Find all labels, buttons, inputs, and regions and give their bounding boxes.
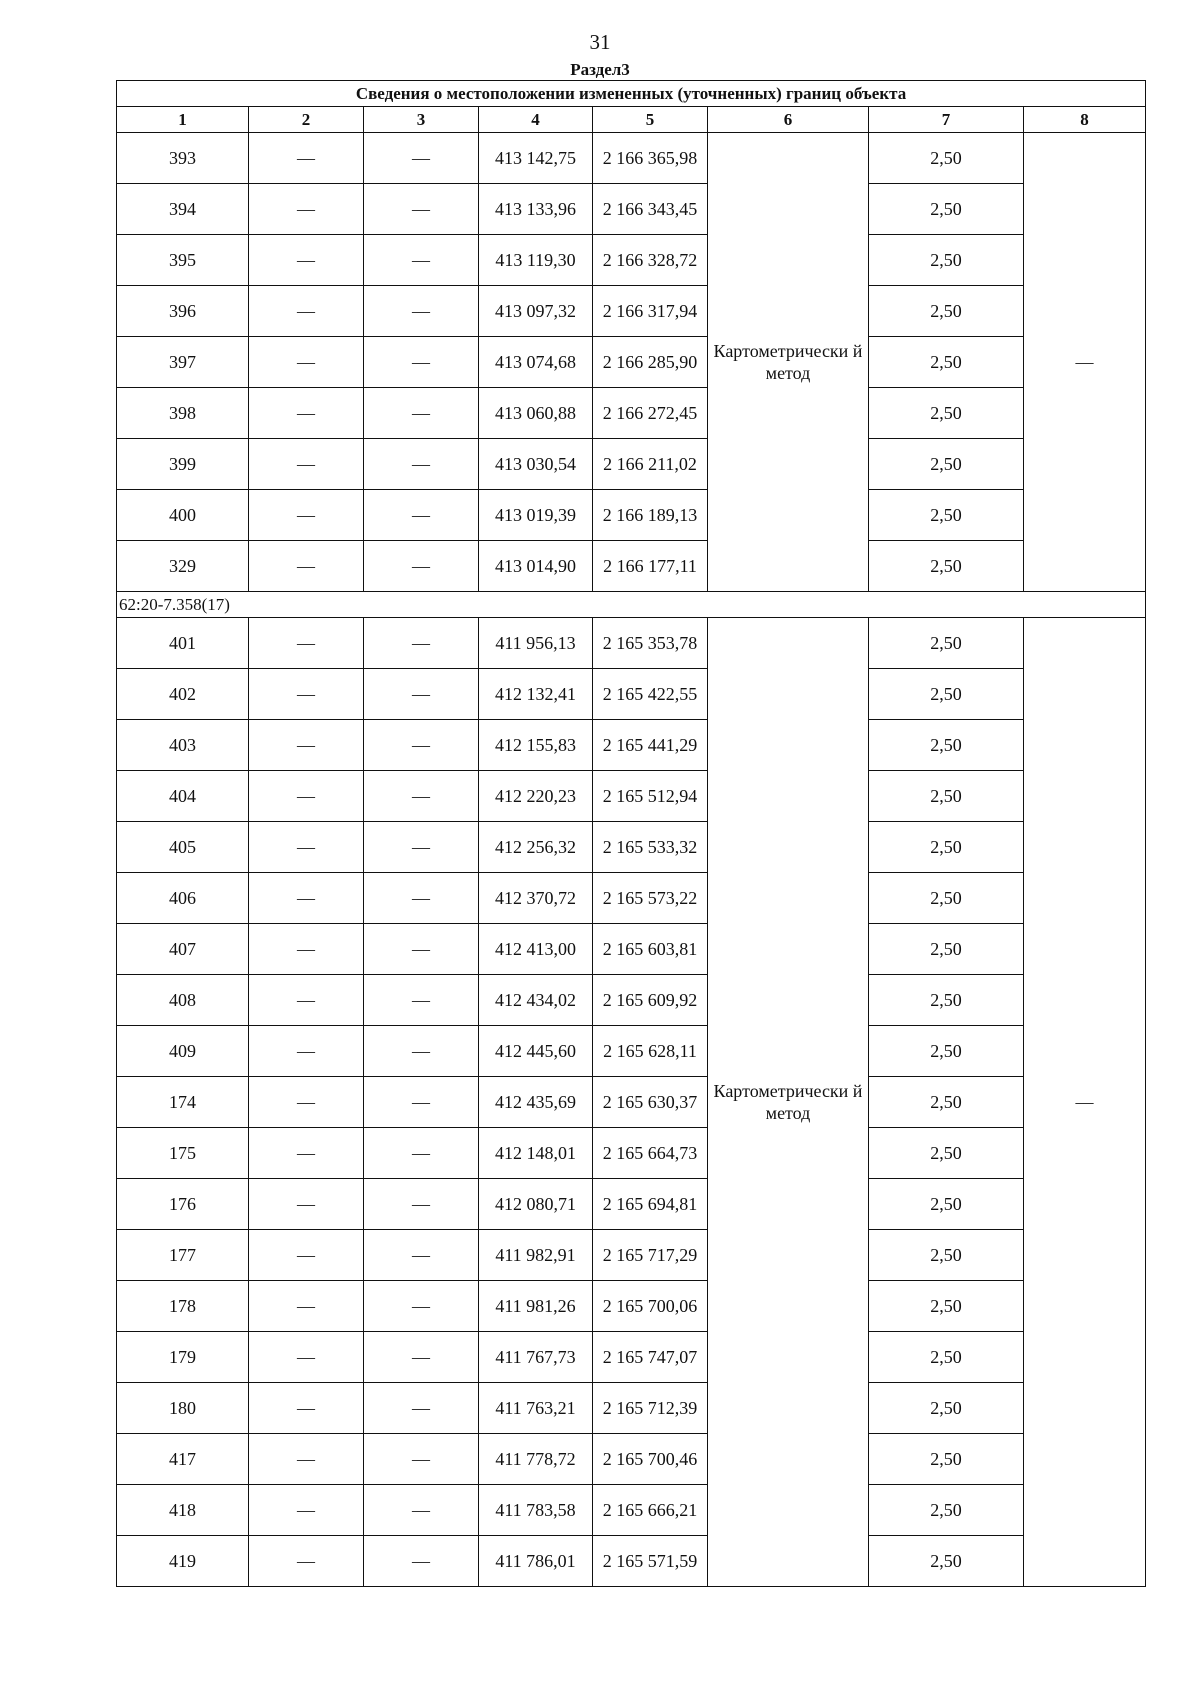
column-header: 5: [593, 107, 708, 133]
y-coordinate-cell: 2 165 694,81: [593, 1179, 708, 1230]
column-2-cell: —: [249, 771, 364, 822]
column-3-cell: —: [364, 822, 479, 873]
page-number: 31: [589, 30, 611, 54]
y-coordinate-cell: 2 165 571,59: [593, 1536, 708, 1587]
column-2-cell: —: [249, 184, 364, 235]
point-number-cell: 180: [117, 1383, 249, 1434]
table-row: [117, 439, 1146, 490]
accuracy-cell: 2,50: [869, 1332, 1024, 1383]
column-header: 6: [708, 107, 869, 133]
x-coordinate-cell: 413 030,54: [479, 439, 593, 490]
x-coordinate-cell: 412 434,02: [479, 975, 593, 1026]
y-coordinate-cell: 2 165 717,29: [593, 1230, 708, 1281]
table-row: [117, 1485, 1146, 1536]
column-3-cell: —: [364, 720, 479, 771]
column-header-row: [117, 107, 1146, 133]
x-coordinate-cell: 411 778,72: [479, 1434, 593, 1485]
column-2-cell: —: [249, 1128, 364, 1179]
y-coordinate-cell: 2 165 609,92: [593, 975, 708, 1026]
column-3-cell: —: [364, 235, 479, 286]
column-3-cell: —: [364, 1383, 479, 1434]
column-2-cell: —: [249, 1230, 364, 1281]
point-number-cell: 394: [117, 184, 249, 235]
accuracy-cell: 2,50: [869, 337, 1024, 388]
accuracy-cell: 2,50: [869, 975, 1024, 1026]
accuracy-cell: 2,50: [869, 1230, 1024, 1281]
accuracy-cell: 2,50: [869, 541, 1024, 592]
accuracy-cell: 2,50: [869, 235, 1024, 286]
column-3-cell: —: [364, 1026, 479, 1077]
point-number-cell: 177: [117, 1230, 249, 1281]
column-2-cell: —: [249, 873, 364, 924]
x-coordinate-cell: 413 074,68: [479, 337, 593, 388]
x-coordinate-cell: 412 155,83: [479, 720, 593, 771]
table-row: [117, 490, 1146, 541]
column-2-cell: —: [249, 388, 364, 439]
column-8-cell: —: [1024, 618, 1146, 1587]
table-row: [117, 337, 1146, 388]
y-coordinate-cell: 2 166 317,94: [593, 286, 708, 337]
point-number-cell: 398: [117, 388, 249, 439]
point-number-cell: 407: [117, 924, 249, 975]
y-coordinate-cell: 2 165 700,46: [593, 1434, 708, 1485]
point-number-cell: 179: [117, 1332, 249, 1383]
x-coordinate-cell: 412 148,01: [479, 1128, 593, 1179]
accuracy-cell: 2,50: [869, 1077, 1024, 1128]
table-body: [117, 133, 1146, 1587]
table-row: [117, 771, 1146, 822]
point-number-cell: 399: [117, 439, 249, 490]
table-row: [117, 1536, 1146, 1587]
table-row: [117, 873, 1146, 924]
x-coordinate-cell: 413 014,90: [479, 541, 593, 592]
column-2-cell: —: [249, 235, 364, 286]
column-header: 4: [479, 107, 593, 133]
column-3-cell: —: [364, 771, 479, 822]
column-3-cell: —: [364, 1332, 479, 1383]
point-number-cell: 393: [117, 133, 249, 184]
column-3-cell: —: [364, 541, 479, 592]
x-coordinate-cell: 413 019,39: [479, 490, 593, 541]
accuracy-cell: 2,50: [869, 618, 1024, 669]
point-number-cell: 404: [117, 771, 249, 822]
x-coordinate-cell: 411 786,01: [479, 1536, 593, 1587]
column-3-cell: —: [364, 439, 479, 490]
x-coordinate-cell: 412 370,72: [479, 873, 593, 924]
column-3-cell: —: [364, 1485, 479, 1536]
column-2-cell: —: [249, 924, 364, 975]
column-3-cell: —: [364, 286, 479, 337]
x-coordinate-cell: 413 119,30: [479, 235, 593, 286]
accuracy-cell: 2,50: [869, 1281, 1024, 1332]
y-coordinate-cell: 2 165 666,21: [593, 1485, 708, 1536]
x-coordinate-cell: 413 097,32: [479, 286, 593, 337]
x-coordinate-cell: 411 767,73: [479, 1332, 593, 1383]
accuracy-cell: 2,50: [869, 1434, 1024, 1485]
accuracy-cell: 2,50: [869, 286, 1024, 337]
y-coordinate-cell: 2 165 712,39: [593, 1383, 708, 1434]
table-row: [117, 184, 1146, 235]
table-row: [117, 822, 1146, 873]
cadastral-number-label: 62:20-7.358(17): [117, 592, 1146, 618]
column-3-cell: —: [364, 337, 479, 388]
column-3-cell: —: [364, 133, 479, 184]
x-coordinate-cell: 413 133,96: [479, 184, 593, 235]
accuracy-cell: 2,50: [869, 184, 1024, 235]
column-2-cell: —: [249, 490, 364, 541]
table-caption: Сведения о местоположении измененных (уточненных) границ объекта: [117, 81, 1146, 107]
column-header: 7: [869, 107, 1024, 133]
x-coordinate-cell: 411 956,13: [479, 618, 593, 669]
column-2-cell: —: [249, 1536, 364, 1587]
table-row: [117, 286, 1146, 337]
accuracy-cell: 2,50: [869, 1026, 1024, 1077]
column-2-cell: —: [249, 1179, 364, 1230]
column-header: 2: [249, 107, 364, 133]
point-number-cell: 329: [117, 541, 249, 592]
column-3-cell: —: [364, 1179, 479, 1230]
x-coordinate-cell: 412 256,32: [479, 822, 593, 873]
column-2-cell: —: [249, 1281, 364, 1332]
group-label-row: [117, 592, 1146, 618]
method-cell: Картометрически й метод: [708, 618, 869, 1587]
column-2-cell: —: [249, 286, 364, 337]
accuracy-cell: 2,50: [869, 1128, 1024, 1179]
column-3-cell: —: [364, 184, 479, 235]
point-number-cell: 175: [117, 1128, 249, 1179]
column-2-cell: —: [249, 1383, 364, 1434]
accuracy-cell: 2,50: [869, 771, 1024, 822]
point-number-cell: 405: [117, 822, 249, 873]
point-number-cell: 400: [117, 490, 249, 541]
column-header: 1: [117, 107, 249, 133]
column-3-cell: —: [364, 669, 479, 720]
y-coordinate-cell: 2 165 422,55: [593, 669, 708, 720]
column-3-cell: —: [364, 1128, 479, 1179]
y-coordinate-cell: 2 165 747,07: [593, 1332, 708, 1383]
y-coordinate-cell: 2 165 664,73: [593, 1128, 708, 1179]
accuracy-cell: 2,50: [869, 822, 1024, 873]
table-row: [117, 1026, 1146, 1077]
point-number-cell: 395: [117, 235, 249, 286]
point-number-cell: 409: [117, 1026, 249, 1077]
table-row: [117, 133, 1146, 184]
point-number-cell: 397: [117, 337, 249, 388]
table-row: [117, 975, 1146, 1026]
point-number-cell: 396: [117, 286, 249, 337]
y-coordinate-cell: 2 166 365,98: [593, 133, 708, 184]
point-number-cell: 419: [117, 1536, 249, 1587]
y-coordinate-cell: 2 165 441,29: [593, 720, 708, 771]
x-coordinate-cell: 411 981,26: [479, 1281, 593, 1332]
column-2-cell: —: [249, 337, 364, 388]
table-row: [117, 1077, 1146, 1128]
column-3-cell: —: [364, 1281, 479, 1332]
y-coordinate-cell: 2 166 211,02: [593, 439, 708, 490]
column-header: 3: [364, 107, 479, 133]
y-coordinate-cell: 2 165 353,78: [593, 618, 708, 669]
column-3-cell: —: [364, 1230, 479, 1281]
y-coordinate-cell: 2 165 573,22: [593, 873, 708, 924]
table-row: [117, 618, 1146, 669]
accuracy-cell: 2,50: [869, 133, 1024, 184]
table-row: [117, 1281, 1146, 1332]
column-2-cell: —: [249, 720, 364, 771]
point-number-cell: 174: [117, 1077, 249, 1128]
point-number-cell: 408: [117, 975, 249, 1026]
x-coordinate-cell: 411 982,91: [479, 1230, 593, 1281]
column-2-cell: —: [249, 1077, 364, 1128]
column-3-cell: —: [364, 1536, 479, 1587]
table-row: [117, 1128, 1146, 1179]
accuracy-cell: 2,50: [869, 490, 1024, 541]
table-row: [117, 1230, 1146, 1281]
accuracy-cell: 2,50: [869, 439, 1024, 490]
accuracy-cell: 2,50: [869, 924, 1024, 975]
x-coordinate-cell: 411 783,58: [479, 1485, 593, 1536]
table-row: [117, 924, 1146, 975]
column-2-cell: —: [249, 1332, 364, 1383]
boundary-coordinates-table: [116, 80, 1146, 1587]
accuracy-cell: 2,50: [869, 388, 1024, 439]
x-coordinate-cell: 413 142,75: [479, 133, 593, 184]
column-2-cell: —: [249, 133, 364, 184]
accuracy-cell: 2,50: [869, 720, 1024, 771]
table-row: [117, 1383, 1146, 1434]
point-number-cell: 417: [117, 1434, 249, 1485]
accuracy-cell: 2,50: [869, 873, 1024, 924]
y-coordinate-cell: 2 165 533,32: [593, 822, 708, 873]
point-number-cell: 178: [117, 1281, 249, 1332]
y-coordinate-cell: 2 166 285,90: [593, 337, 708, 388]
x-coordinate-cell: 412 220,23: [479, 771, 593, 822]
accuracy-cell: 2,50: [869, 1536, 1024, 1587]
y-coordinate-cell: 2 166 177,11: [593, 541, 708, 592]
table-row: [117, 669, 1146, 720]
y-coordinate-cell: 2 165 700,06: [593, 1281, 708, 1332]
column-2-cell: —: [249, 1485, 364, 1536]
x-coordinate-cell: 412 413,00: [479, 924, 593, 975]
column-3-cell: —: [364, 1434, 479, 1485]
table-row: [117, 235, 1146, 286]
column-2-cell: —: [249, 541, 364, 592]
table-row: [117, 720, 1146, 771]
y-coordinate-cell: 2 166 272,45: [593, 388, 708, 439]
column-2-cell: —: [249, 618, 364, 669]
column-3-cell: —: [364, 1077, 479, 1128]
column-2-cell: —: [249, 669, 364, 720]
method-cell: Картометрически й метод: [708, 133, 869, 592]
y-coordinate-cell: 2 165 603,81: [593, 924, 708, 975]
x-coordinate-cell: 412 435,69: [479, 1077, 593, 1128]
accuracy-cell: 2,50: [869, 1485, 1024, 1536]
y-coordinate-cell: 2 165 512,94: [593, 771, 708, 822]
column-2-cell: —: [249, 822, 364, 873]
column-3-cell: —: [364, 388, 479, 439]
x-coordinate-cell: 412 080,71: [479, 1179, 593, 1230]
point-number-cell: 402: [117, 669, 249, 720]
column-2-cell: —: [249, 439, 364, 490]
point-number-cell: 176: [117, 1179, 249, 1230]
x-coordinate-cell: 411 763,21: [479, 1383, 593, 1434]
y-coordinate-cell: 2 166 189,13: [593, 490, 708, 541]
y-coordinate-cell: 2 165 628,11: [593, 1026, 708, 1077]
column-2-cell: —: [249, 1434, 364, 1485]
table-row: [117, 1179, 1146, 1230]
y-coordinate-cell: 2 166 343,45: [593, 184, 708, 235]
x-coordinate-cell: 413 060,88: [479, 388, 593, 439]
column-3-cell: —: [364, 975, 479, 1026]
accuracy-cell: 2,50: [869, 669, 1024, 720]
column-2-cell: —: [249, 975, 364, 1026]
x-coordinate-cell: 412 445,60: [479, 1026, 593, 1077]
column-2-cell: —: [249, 1026, 364, 1077]
column-3-cell: —: [364, 490, 479, 541]
point-number-cell: 418: [117, 1485, 249, 1536]
table-row: [117, 541, 1146, 592]
table-row: [117, 388, 1146, 439]
column-header: 8: [1024, 107, 1146, 133]
y-coordinate-cell: 2 166 328,72: [593, 235, 708, 286]
accuracy-cell: 2,50: [869, 1383, 1024, 1434]
table-row: [117, 1332, 1146, 1383]
table-row: [117, 1434, 1146, 1485]
point-number-cell: 401: [117, 618, 249, 669]
column-3-cell: —: [364, 924, 479, 975]
point-number-cell: 406: [117, 873, 249, 924]
point-number-cell: 403: [117, 720, 249, 771]
column-3-cell: —: [364, 873, 479, 924]
x-coordinate-cell: 412 132,41: [479, 669, 593, 720]
section-title: Раздел3: [570, 60, 630, 79]
accuracy-cell: 2,50: [869, 1179, 1024, 1230]
y-coordinate-cell: 2 165 630,37: [593, 1077, 708, 1128]
column-8-cell: —: [1024, 133, 1146, 592]
column-3-cell: —: [364, 618, 479, 669]
